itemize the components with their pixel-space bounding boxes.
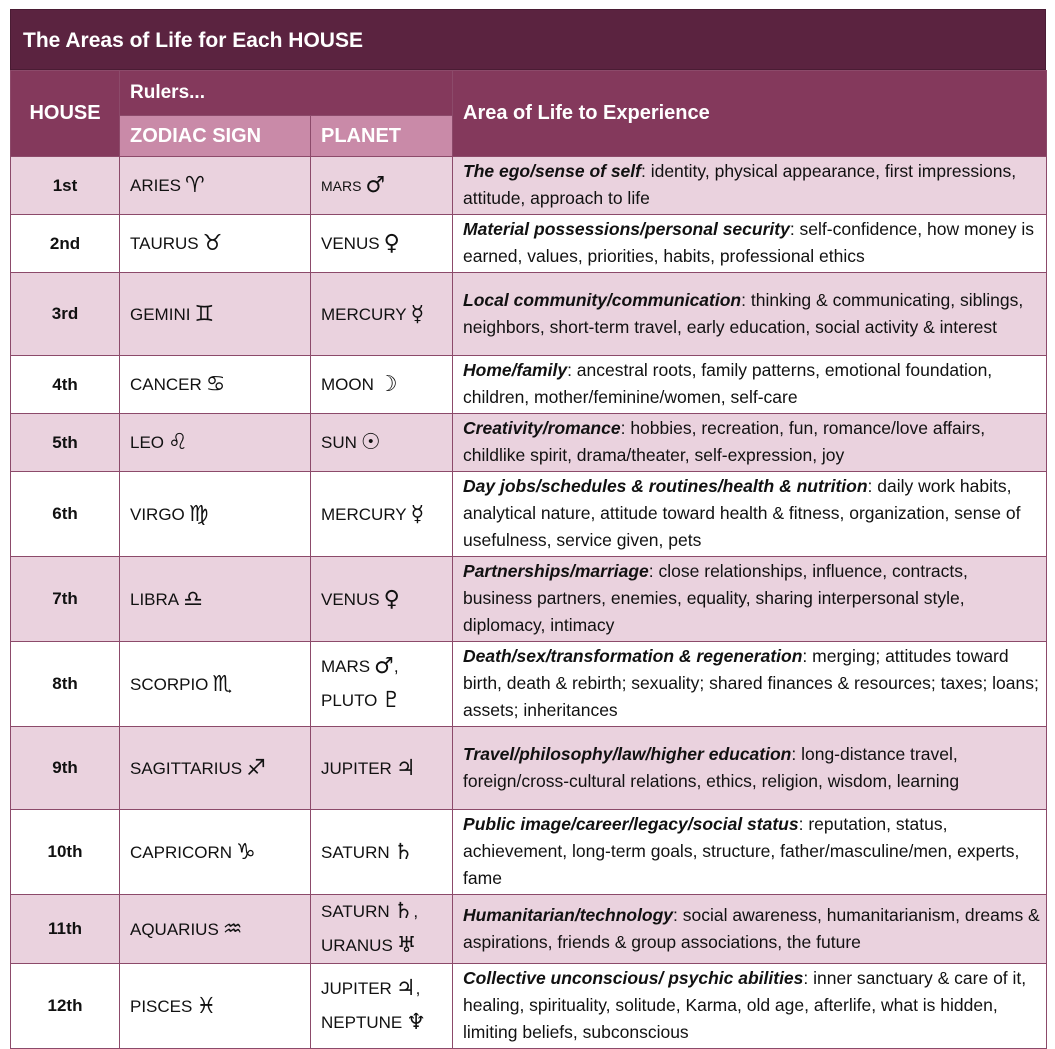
- table-row: [11, 472, 1047, 557]
- planet-glyph-icon: ♄: [393, 839, 414, 865]
- header-area-of-life: Area of Life to Experience: [453, 71, 1047, 157]
- header-planet: PLANET: [311, 116, 453, 157]
- area-title: The ego/sense of self: [463, 161, 641, 181]
- house-number: 11th: [11, 895, 120, 964]
- house-number: 12th: [11, 964, 120, 1049]
- area-description: : social awareness, humanitarianism, dreams & aspirations, friends & group associations, the future: [463, 904, 1040, 952]
- zodiac-glyph-icon: ♑: [236, 839, 256, 865]
- table-row: [11, 895, 1047, 964]
- house-number: 9th: [11, 727, 120, 810]
- table-row: [11, 215, 1047, 273]
- planet-separator: ,: [393, 657, 399, 676]
- area-title: Humanitarian/technology: [463, 904, 674, 925]
- planet-name: URANUS: [321, 936, 393, 955]
- planet-name: MARS: [321, 178, 362, 194]
- area-of-life-cell: [453, 895, 1047, 964]
- table-row: [11, 642, 1047, 727]
- planet-entry: [321, 173, 386, 198]
- planet-name: VENUS: [321, 589, 380, 609]
- zodiac-sign-name: VIRGO: [130, 504, 185, 524]
- area-of-life-cell: [453, 472, 1047, 557]
- area-description: : daily work habits, analytical nature, attitude toward health & fitness, organization, sense of usefulness, service given, pets: [463, 476, 1021, 550]
- planet-name: SUN: [321, 433, 357, 452]
- area-description: : reputation, status, achievement, long-term goals, structure, father/masculine/men, experts, fame: [463, 814, 1020, 888]
- planet-glyph-icon: ♃: [395, 755, 416, 781]
- planet-entry: [321, 650, 452, 684]
- planet-name: SATURN: [321, 902, 390, 921]
- zodiac-sign-name: CANCER: [130, 375, 202, 394]
- zodiac-sign-name: AQUARIUS: [130, 919, 219, 939]
- area-description: : close relationships, influence, contracts, business partners, enemies, equality, sharing interpersonal style, diplomacy, intimacy: [463, 561, 968, 635]
- header-rulers: Rulers...: [120, 71, 453, 116]
- table-row: [11, 810, 1047, 895]
- zodiac-glyph-icon: ♌: [168, 430, 188, 455]
- table-row: [11, 557, 1047, 642]
- area-title: Local community/communication: [463, 289, 742, 310]
- house-number: 4th: [11, 356, 120, 414]
- zodiac-sign-name: GEMINI: [130, 304, 191, 324]
- area-title: Partnerships/marriage: [463, 561, 649, 581]
- zodiac-sign-name: TAURUS: [130, 234, 199, 253]
- planet-glyph-icon: ♀: [383, 586, 400, 612]
- zodiac-sign-name: CAPRICORN: [130, 842, 233, 862]
- planet-cell: [311, 157, 453, 215]
- zodiac-sign-cell: [120, 414, 311, 472]
- planet-cell: [311, 557, 453, 642]
- zodiac-glyph-icon: ♋: [205, 372, 226, 397]
- planet-separator: ,: [413, 902, 419, 921]
- area-description: : ancestral roots, family patterns, emotional foundation, children, mother/feminine/women, self-care: [463, 360, 993, 407]
- planet-entry: [321, 301, 425, 327]
- planet-name: NEPTUNE: [321, 1013, 403, 1032]
- zodiac-sign-cell: [120, 472, 311, 557]
- area-title: Day jobs/schedules & routines/health & nutrition: [463, 476, 868, 496]
- area-description: : inner sanctuary & care of it, healing, spirituality, solitude, Karma, old age, afterlife, what is hidden, limiting beliefs, subconscious: [463, 968, 1027, 1042]
- area-title: Home/family: [463, 360, 568, 380]
- house-number: 5th: [11, 414, 120, 472]
- area-of-life-cell: [453, 157, 1047, 215]
- planet-cell: [311, 273, 453, 356]
- table-row: [11, 964, 1047, 1049]
- zodiac-glyph-icon: ♓: [196, 993, 217, 1019]
- planet-entry: [321, 755, 416, 781]
- zodiac-sign-cell: [120, 895, 311, 964]
- zodiac-sign-cell: [120, 810, 311, 895]
- planet-name: JUPITER: [321, 979, 392, 998]
- planet-glyph-icon: ♂: [374, 654, 394, 679]
- zodiac-glyph-icon: ♉: [202, 231, 223, 256]
- houses-table-container: [10, 9, 1046, 1049]
- planet-name: SATURN: [321, 842, 390, 862]
- planet-name: MERCURY: [321, 504, 407, 524]
- zodiac-sign-cell: [120, 642, 311, 727]
- planet-entry: [321, 430, 381, 455]
- zodiac-glyph-icon: ♈: [185, 173, 205, 198]
- planet-cell: [311, 215, 453, 273]
- zodiac-glyph-icon: ♊: [194, 301, 215, 327]
- house-number: 7th: [11, 557, 120, 642]
- planet-glyph-icon: ♀: [383, 231, 400, 256]
- zodiac-glyph-icon: ♍: [188, 501, 209, 527]
- zodiac-sign-cell: [120, 273, 311, 356]
- area-of-life-cell: [453, 810, 1047, 895]
- planet-entry: [321, 1006, 452, 1040]
- zodiac-sign-cell: [120, 557, 311, 642]
- planet-glyph-icon: ♅: [396, 933, 417, 958]
- area-title: Material possessions/personal security: [463, 219, 790, 239]
- planet-name: MERCURY: [321, 304, 407, 324]
- area-description: : merging; attitudes toward birth, death & rebirth; sexuality; shared finances & resources; taxes; loans; assets; inheritances: [463, 646, 1039, 720]
- houses-table: [10, 70, 1047, 1049]
- planet-glyph-icon: ♂: [365, 173, 386, 198]
- area-of-life-cell: [453, 215, 1047, 273]
- zodiac-sign-cell: [120, 356, 311, 414]
- area-of-life-cell: [453, 727, 1047, 810]
- planet-cell: [311, 810, 453, 895]
- area-description: : self-confidence, how money is earned, values, priorities, habits, professional ethics: [463, 219, 1034, 266]
- planet-glyph-icon: ☿: [410, 501, 425, 527]
- planet-name: MARS: [321, 657, 371, 676]
- table-row: [11, 356, 1047, 414]
- planet-name: MOON: [321, 375, 374, 394]
- planet-glyph-icon: ♆: [406, 1010, 426, 1035]
- planet-glyph-icon: ☉: [360, 430, 381, 455]
- planet-cell: [311, 727, 453, 810]
- planet-glyph-icon: ☽: [377, 372, 398, 397]
- zodiac-sign-cell: [120, 727, 311, 810]
- house-number: 10th: [11, 810, 120, 895]
- table-row: [11, 273, 1047, 356]
- header-house: HOUSE: [11, 71, 120, 157]
- house-number: 1st: [11, 157, 120, 215]
- planet-entry: [321, 372, 398, 397]
- planet-glyph-icon: ♇: [381, 688, 402, 713]
- area-of-life-cell: [453, 414, 1047, 472]
- area-description: : identity, physical appearance, first impressions, attitude, approach to life: [463, 161, 1017, 208]
- table-title: The Areas of Life for Each HOUSE: [10, 9, 1046, 70]
- area-title: Creativity/romance: [463, 418, 621, 438]
- planet-cell: [311, 895, 453, 964]
- planet-entry: [321, 501, 425, 527]
- area-of-life-cell: [453, 557, 1047, 642]
- planet-entry: [321, 586, 400, 612]
- planet-cell: [311, 642, 453, 727]
- zodiac-sign-name: LIBRA: [130, 589, 180, 609]
- zodiac-glyph-icon: ♐: [246, 755, 266, 781]
- zodiac-glyph-icon: ♒: [222, 916, 243, 942]
- planet-entry: [321, 839, 414, 865]
- header-zodiac-sign: ZODIAC SIGN: [120, 116, 311, 157]
- zodiac-sign-name: LEO: [130, 433, 165, 452]
- area-description: : hobbies, recreation, fun, romance/love affairs, childlike spirit, drama/theater, self-expression, joy: [463, 418, 986, 465]
- zodiac-sign-cell: [120, 215, 311, 273]
- planet-cell: [311, 964, 453, 1049]
- house-number: 2nd: [11, 215, 120, 273]
- zodiac-sign-name: SAGITTARIUS: [130, 758, 243, 778]
- area-description: : long-distance travel, foreign/cross-cultural relations, ethics, religion, wisdom, learning: [463, 743, 960, 791]
- table-row: [11, 157, 1047, 215]
- table-body: [11, 157, 1047, 1049]
- planet-cell: [311, 356, 453, 414]
- area-of-life-cell: [453, 964, 1047, 1049]
- zodiac-sign-cell: [120, 157, 311, 215]
- planet-glyph-icon: ♄: [393, 899, 414, 924]
- area-title: Death/sex/transformation & regeneration: [463, 646, 803, 666]
- zodiac-glyph-icon: ♏: [212, 671, 233, 697]
- planet-name: JUPITER: [321, 758, 392, 778]
- area-of-life-cell: [453, 642, 1047, 727]
- house-number: 3rd: [11, 273, 120, 356]
- planet-entry: [321, 684, 452, 718]
- planet-entry: [321, 929, 452, 963]
- planet-cell: [311, 414, 453, 472]
- planet-cell: [311, 472, 453, 557]
- area-description: : thinking & communicating, siblings, neighbors, short-term travel, early education, social activity & interest: [463, 289, 1024, 337]
- zodiac-sign-name: ARIES: [130, 176, 182, 195]
- planet-entry: [321, 972, 452, 1006]
- house-number: 8th: [11, 642, 120, 727]
- zodiac-sign-cell: [120, 964, 311, 1049]
- area-title: Travel/philosophy/law/higher education: [463, 743, 792, 764]
- house-number: 6th: [11, 472, 120, 557]
- zodiac-sign-name: SCORPIO: [130, 674, 209, 694]
- area-title: Collective unconscious/ psychic abilities: [463, 968, 804, 988]
- area-of-life-cell: [453, 273, 1047, 356]
- planet-name: VENUS: [321, 234, 380, 253]
- area-of-life-cell: [453, 356, 1047, 414]
- planet-glyph-icon: ♃: [395, 976, 416, 1001]
- table-row: [11, 414, 1047, 472]
- planet-glyph-icon: ☿: [410, 301, 425, 327]
- planet-separator: ,: [415, 979, 421, 998]
- table-row: [11, 727, 1047, 810]
- planet-name: PLUTO: [321, 691, 378, 710]
- zodiac-sign-name: PISCES: [130, 996, 193, 1016]
- planet-entry: [321, 231, 400, 256]
- area-title: Public image/career/legacy/social status: [463, 814, 799, 834]
- zodiac-glyph-icon: ♎: [183, 586, 203, 612]
- planet-entry: [321, 895, 452, 929]
